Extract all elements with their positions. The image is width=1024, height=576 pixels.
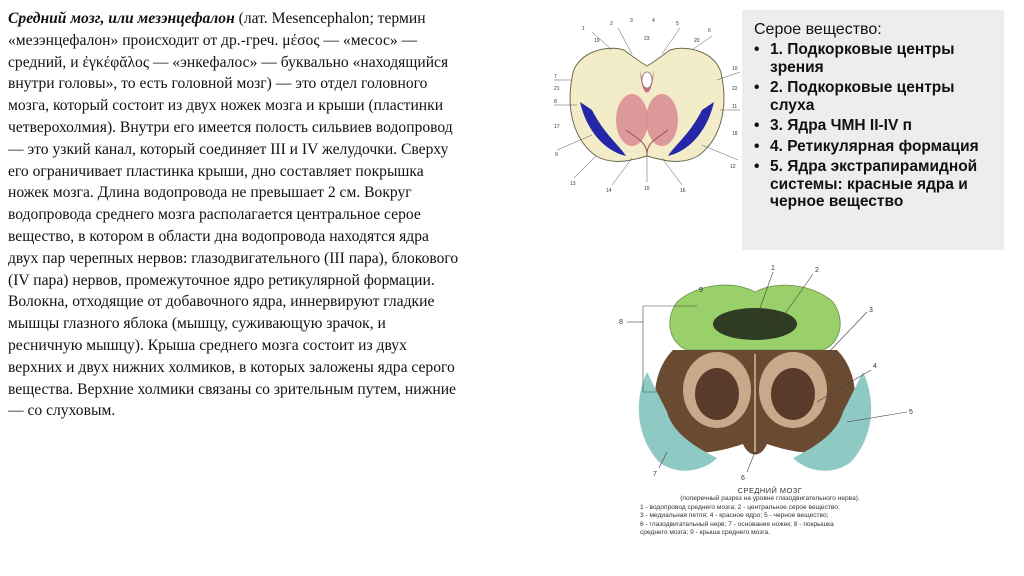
bullet-icon: • [754,158,760,175]
diagram-label: 8 [554,99,557,105]
panel-list-item [754,138,994,156]
diagram-label: 5 [909,409,913,416]
diagram-label: 4 [652,18,655,24]
caption-title: СРЕДНИЙ МОЗГ [737,486,803,495]
article-line: «мезэнцефалон» происходит от др.-греч. μέσος — «месос» — [8,31,418,49]
caption-line: 1 - водопровод среднего мозга; 2 - центральное серое вещество; [640,503,840,511]
article-line: водопровода среднего мозга располагается центральное серое [8,206,421,224]
diagram-label: 11 [732,104,738,110]
diagram-label: 1 [771,265,775,272]
diagram-label: 14 [606,188,612,194]
article-line: верхних и двух нижних холмиков, в которых заложены ядра серого [8,358,455,376]
article-line: — это узкий канал, который соединяет III и IV желудочки. Сверху [8,140,449,158]
panel-list [754,41,994,211]
diagram-label: 4 [873,363,877,370]
diagram-label: 5 [676,21,679,27]
diagram-label: 17 [554,124,560,130]
article-line: двух пар черепных нервов: глазодвигательного (III пара), блокового [8,249,459,267]
panel-item-text: 4. Ретикулярная формация [770,137,979,155]
panel-item-text: 5. Ядра экстрапирамидной системы: красные ядра и черное вещество [770,158,978,210]
article-line: (лат. Mesencephalon; термин [234,10,426,27]
article-line: его ограничивает пластинка крыши, дно составляет покрышка [8,162,424,180]
diagram-label: 2 [610,21,613,27]
article-line: ресничную мышцу). Крыша среднего мозга состоит из двух [8,336,407,354]
caption-line: среднего мозга; 9 - крыша среднего мозга. [640,529,771,537]
diagram-label: 20 [694,38,700,44]
diagram-label: 16 [680,188,686,194]
article-line: Волокна, отходящие от добавочного ядра, иннервируют гладкие [8,293,435,311]
bullet-icon: • [754,117,760,134]
panel-list-item [754,79,994,114]
panel-item-text: 3. Ядра ЧМН II-IV п [770,117,912,134]
diagram-label: 3 [869,307,873,314]
diagram-label: 19 [594,38,600,44]
gray-matter-panel [742,10,1004,250]
diagram-label: 6 [741,475,745,482]
panel-list-item [754,117,994,135]
diagram-label: 7 [653,471,657,478]
article-term: Средний мозг, или мезэнцефалон [8,10,235,27]
diagram-label: 18 [732,131,738,137]
article-line: ножек мозга. Длина водопровода не превышает 2 см. Вокруг [8,184,412,202]
panel-list-item [754,41,994,76]
bullet-icon: • [754,79,760,96]
article-line: мышцы глазного яблока (мышцу, суживающую зрачок, и [8,315,386,333]
caption-subtitle: (поперечный разрез на уровне глазодвигательного нерва). [680,495,860,503]
midbrain-cross-section-illustration [552,10,742,250]
diagram-label: 22 [732,86,738,92]
panel-title: Серое вещество: [754,21,882,38]
diagram-label: 21 [554,86,560,92]
panel-list-item [754,158,994,211]
article-line: средний, и ἐγκέφᾰλος — «энкефалос» — буквально «находящийся [8,53,449,71]
diagram-label: 9 [699,287,703,294]
caption-line: 6 - глазодвигательный нерв; 7 - основание ножек; 8 - покрышка [640,520,834,528]
panel-item-text: 1. Подкорковые центры зрения [770,41,955,76]
diagram-label: 12 [730,164,736,170]
diagram-label: 3 [630,18,633,24]
diagram-label: 6 [708,28,711,34]
figure-caption [640,487,900,537]
bullet-icon: • [754,137,760,155]
diagram-label: 1 [582,26,585,32]
panel-item-text: 2. Подкорковые центры слуха [770,79,955,114]
article-text [8,8,506,422]
midbrain-diagram-top [552,10,742,250]
bullet-icon: • [754,41,760,58]
diagram-label: 9 [555,152,558,158]
caption-line: 3 - медиальная петля; 4 - красное ядро; 5 - черное вещество; [640,512,829,520]
article-line: четверохолмия). Внутри его имеется полость сильвиев водопровод [8,118,453,136]
diagram-label: 7 [554,74,557,80]
diagram-label: 2 [815,267,819,274]
article-line: (IV пара) нервов, промежуточное ядро ретикулярной формации. [8,271,435,289]
article-line: внутри головы», то есть головной мозг) — это отдел головного [8,75,428,93]
article-line: вещества. Верхние холмики связаны со зрительным путем, нижние [8,380,456,398]
diagram-label: 8 [619,319,623,326]
diagram-label: 15 [644,186,650,192]
article-line: — со слуховым. [8,402,116,420]
article-line: вещество, в котором в области дна водопровода находятся ядра [8,227,429,245]
diagram-label: 13 [570,181,576,187]
diagram-label: 10 [732,66,738,72]
midbrain-section-illustration [577,262,933,487]
article-line: мозга, который состоит из двух ножек мозга и крыши (пластинки [8,97,444,115]
diagram-label: 23 [644,36,650,42]
